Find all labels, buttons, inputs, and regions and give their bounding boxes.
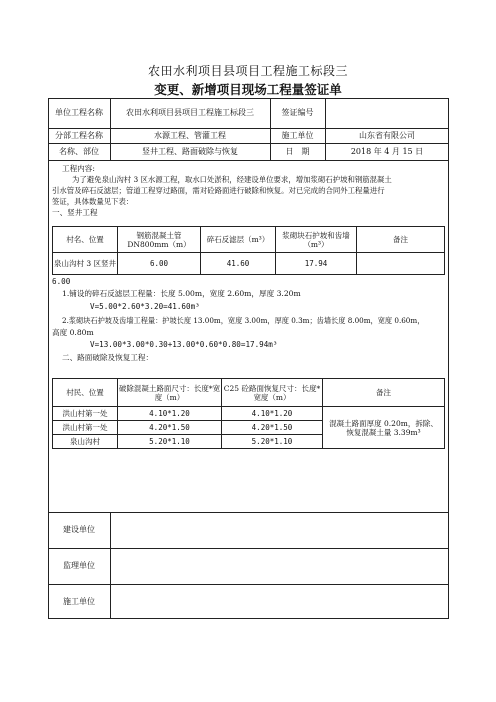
shaft-table (52, 226, 445, 275)
table-header: C25 砼路面恢复尺寸：长度*宽度（m） (222, 379, 323, 407)
table-cell: 4.20*1.50 (118, 421, 222, 435)
table-header: 备注 (323, 379, 445, 407)
road-table (52, 378, 445, 449)
section-heading-shaft: 一、竖井工程 (52, 208, 98, 217)
table-header: 备注 (357, 227, 445, 253)
table-header: 破除混凝土路面尺寸：长度*宽度（m） (118, 379, 222, 407)
table-cell: 洪山村第一处 (53, 407, 118, 421)
table-cell: 泉山沟村 (53, 435, 118, 449)
section-heading-road: 二、路面破除及恢复工程： (62, 353, 154, 362)
content-heading: 工程内容: (62, 164, 95, 173)
supervision-unit-sign-label: 监理单位 (63, 561, 95, 570)
formula-masonry: V=13.00*3.00*0.30+13.00*0.60*0.80=17.94m³ (90, 340, 278, 349)
supervision-unit-sign-field[interactable] (110, 548, 449, 584)
content-paragraph: 签证，具体数量见下表： (52, 197, 134, 206)
sub-project-value: 水源工程、管灌工程 (154, 130, 226, 140)
road-remark: 混凝土路面厚度 0.20m，拆除、恢复混凝土量 3.39m³ (323, 407, 445, 449)
table-cell: 5.20*1.10 (222, 435, 323, 449)
unit-project-label: 单位工程名称 (55, 108, 103, 117)
table-cell: 41.60 (201, 253, 276, 275)
table-cell: 4.10*1.20 (222, 407, 323, 421)
table-header: 钢筋混凝土管 DN800mm（m） (118, 227, 201, 253)
table-cell: 6.00 (118, 253, 201, 275)
date-value: 2018 年 4 月 15 日 (350, 146, 424, 156)
header-divider (48, 160, 449, 161)
note-masonry-cont: 高度 0.80m (52, 328, 94, 337)
table-cell: 泉山沟村 3 区竖井 (53, 253, 118, 275)
contractor-unit-sign-label: 施工单位 (63, 596, 95, 606)
document-title: 农田水利项目县项目工程施工标段三 (147, 64, 348, 78)
construction-unit-sign-field[interactable] (110, 512, 449, 548)
name-part-label: 名称、部位 (59, 146, 99, 156)
content-paragraph: 为了避免泉山沟村 3 区水源工程，取水口处淤积，经建设单位要求，增加浆砌石护坡和钢筋混凝土 (72, 175, 392, 184)
table-header: 浆砌块石护坡和齿墙（m³） (276, 227, 357, 253)
construction-unit-label: 施工单位 (281, 130, 314, 140)
construction-unit-sign-label: 建设单位 (63, 525, 95, 534)
visa-number-value[interactable] (325, 98, 449, 128)
construction-unit-value: 山东省有限公司 (359, 130, 415, 140)
document-subtitle: 变更、新增项目现场工程量签证单 (154, 82, 342, 97)
table-cell: 4.20*1.50 (222, 421, 323, 435)
table-header: 碎石反滤层（m³） (201, 227, 276, 253)
table-cell: 5.20*1.10 (118, 435, 222, 449)
table-cell: 17.94 (276, 253, 357, 275)
visa-number-label: 签证编号 (281, 108, 314, 117)
date-label: 日 期 (285, 146, 310, 156)
table-header: 村民、位置 (53, 379, 118, 407)
note-masonry: 2.浆砌块石护坡及齿墙工程量：护坡长度 13.00m，宽度 3.00m，厚度 0.3m；齿墙长度 8.00m，宽度 0.60m， (62, 316, 425, 325)
note-gravel: 1.铺设的碎石反滤层工程量：长度 5.00m，宽度 2.60m，厚度 3.20m (62, 289, 301, 298)
table-cell (357, 253, 445, 275)
table-cell: 4.10*1.20 (118, 407, 222, 421)
stray-value: 6.00 (52, 277, 71, 286)
table-header: 村名、位置 (53, 227, 118, 253)
table-cell: 洪山村第一处 (53, 421, 118, 435)
name-part-value: 竖井工程、路面破除与恢复 (142, 146, 238, 156)
formula-gravel: V=5.00*2.60*3.20=41.60m³ (90, 302, 200, 311)
unit-project-value: 农田水利项目县项目工程施工标段三 (126, 108, 254, 117)
sub-project-label: 分部工程名称 (55, 130, 103, 140)
contractor-unit-sign-field[interactable] (110, 584, 449, 619)
content-paragraph: 引水管及碎石反滤层；管道工程穿过路面，需对砼路面进行破除和恢复。对已完成的合同外工程量进行 (52, 186, 385, 195)
